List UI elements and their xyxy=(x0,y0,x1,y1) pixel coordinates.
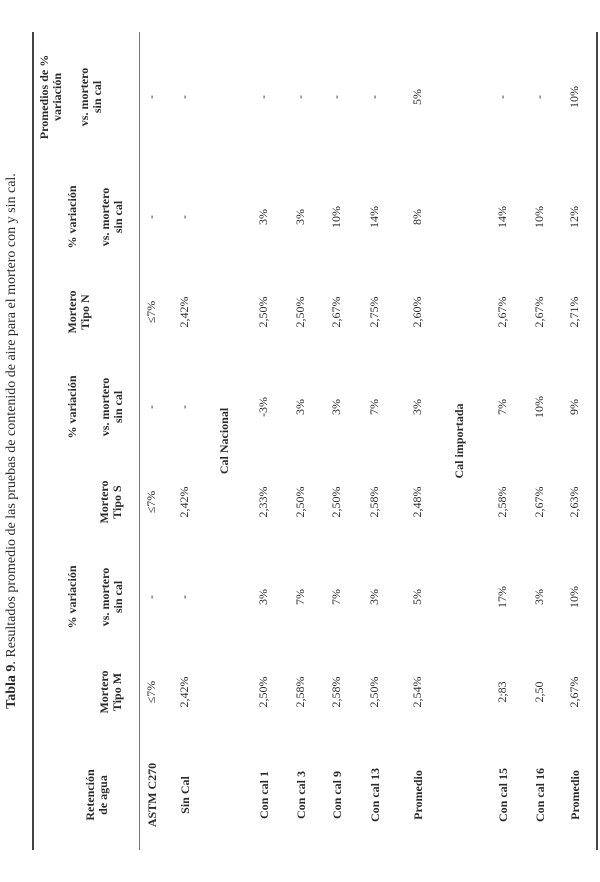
header-variacion-m xyxy=(66,552,125,642)
table-cell: 14% xyxy=(495,206,509,228)
header-line: sin cal xyxy=(111,200,125,234)
header-line: vs. mortero xyxy=(77,67,91,127)
table-cell: 3% xyxy=(367,589,381,605)
table-cell: ≤7% xyxy=(144,300,158,324)
table-cell: 2,58% xyxy=(329,676,343,708)
table-cell: 7% xyxy=(367,399,381,415)
header-mortero-s xyxy=(98,462,124,542)
table-cell: - xyxy=(144,95,158,99)
table-cell: 2,58% xyxy=(293,676,307,708)
table-cell: 3% xyxy=(293,209,307,225)
table-cell: ≤7% xyxy=(144,680,158,704)
table-cell: 2,67% xyxy=(329,296,343,328)
table-cell: - xyxy=(495,95,509,99)
table-cell: 5% xyxy=(410,589,424,605)
table-cell: 2,67% xyxy=(532,296,546,328)
table-cell: 8% xyxy=(410,209,424,225)
table-cell: 10% xyxy=(567,86,581,108)
table-cell: 2,60% xyxy=(410,296,424,328)
table-cell: ≤7% xyxy=(144,490,158,514)
header-line: sin cal xyxy=(111,390,125,424)
caption-text: . Resultados promedio de las pruebas de contenido de aire para el mortero con y sin cal. xyxy=(4,173,19,665)
table-cell: - xyxy=(532,95,546,99)
header-promedios xyxy=(38,42,104,152)
row-label: Promedio xyxy=(568,770,582,820)
table-cell: - xyxy=(144,595,158,599)
table-cell: 2,42% xyxy=(177,486,191,518)
table-cell: 7% xyxy=(329,589,343,605)
header-line: Mortero xyxy=(65,290,79,334)
header-line: sin cal xyxy=(90,80,104,114)
header-variacion-n xyxy=(66,172,125,262)
table-cell: 7% xyxy=(495,399,509,415)
table-caption xyxy=(4,0,20,882)
table-cell: - xyxy=(177,595,191,599)
row-label: ASTM C270 xyxy=(145,762,159,828)
header-variacion-s xyxy=(66,362,125,452)
table-cell: 10% xyxy=(329,206,343,228)
table-cell: 3% xyxy=(532,589,546,605)
caption-label: Tabla 9 xyxy=(4,664,19,709)
section-cal-nacional: Cal Nacional xyxy=(217,407,231,475)
table-cell: - xyxy=(256,95,270,99)
header-rule xyxy=(139,32,140,850)
table-cell: 2,33% xyxy=(256,486,270,518)
row-label: Con cal 15 xyxy=(496,768,510,822)
table-cell: 2,50% xyxy=(256,296,270,328)
table-cell: 3% xyxy=(329,399,343,415)
table-cell: - xyxy=(177,405,191,409)
table-cell: 10% xyxy=(532,206,546,228)
table-cell: - xyxy=(293,95,307,99)
row-label: Con cal 13 xyxy=(368,768,382,822)
row-label: Promedio xyxy=(411,770,425,820)
table-cell: 2,58% xyxy=(495,486,509,518)
table-cell: - xyxy=(367,95,381,99)
table-cell: 3% xyxy=(256,589,270,605)
table-cell: 10% xyxy=(532,396,546,418)
header-line: Tipo S xyxy=(110,485,124,519)
header-mortero-m xyxy=(98,652,124,732)
table-cell: 2,50% xyxy=(293,296,307,328)
header-line: Promedios de % xyxy=(37,54,51,140)
section-cal-importada: Cal importada xyxy=(452,403,466,479)
header-line: Retención xyxy=(83,769,97,821)
table-cell: 2,50% xyxy=(293,486,307,518)
table-cell: 10% xyxy=(567,586,581,608)
table-cell: 2,50% xyxy=(256,676,270,708)
table-cell: 3% xyxy=(410,399,424,415)
header-line: sin cal xyxy=(111,580,125,614)
header-retencion xyxy=(84,740,110,850)
header-line: % variación xyxy=(65,185,79,249)
table-cell: 2,50% xyxy=(329,486,343,518)
header-line: % variación xyxy=(65,565,79,629)
table-cell: -3% xyxy=(256,397,270,417)
header-line: Tipo M xyxy=(110,672,124,712)
table-cell: 14% xyxy=(367,206,381,228)
table-cell: 7% xyxy=(293,589,307,605)
bottom-rule xyxy=(596,32,598,850)
table-cell: 2,42% xyxy=(177,296,191,328)
table-cell: 3% xyxy=(256,209,270,225)
table-cell: - xyxy=(144,405,158,409)
table-cell: 2,67% xyxy=(495,296,509,328)
table-cell: 12% xyxy=(567,206,581,228)
table-cell: 2,58% xyxy=(367,486,381,518)
header-line: % variación xyxy=(65,375,79,439)
table-cell: - xyxy=(177,215,191,219)
table-cell: 2;83 xyxy=(495,681,509,703)
table-cell: 5% xyxy=(410,89,424,105)
row-label: Con cal 9 xyxy=(330,771,344,819)
header-line: Tipo N xyxy=(78,294,92,330)
table-cell: 2,71% xyxy=(567,296,581,328)
header-mortero-n xyxy=(66,272,92,352)
top-rule xyxy=(32,32,34,850)
header-line: vs. mortero xyxy=(98,187,112,247)
header-line: vs. mortero xyxy=(98,377,112,437)
table-cell: 2,75% xyxy=(367,296,381,328)
header-line: Mortero xyxy=(97,480,111,524)
row-label: Con cal 1 xyxy=(257,771,271,819)
table-cell: 2,63% xyxy=(567,486,581,518)
table-cell: - xyxy=(144,215,158,219)
table-cell: 2,67% xyxy=(567,676,581,708)
header-line: Mortero xyxy=(97,670,111,714)
header-line: de agua xyxy=(96,775,110,815)
table-cell: 2,50 xyxy=(532,681,546,703)
row-label: Sin Cal xyxy=(178,776,192,814)
row-label: Con cal 16 xyxy=(533,768,547,822)
table-cell: 2,54% xyxy=(410,676,424,708)
table-cell: 17% xyxy=(495,586,509,608)
table-cell: 2,42% xyxy=(177,676,191,708)
table-cell: - xyxy=(329,95,343,99)
table-cell: 2,50% xyxy=(367,676,381,708)
table-cell: 9% xyxy=(567,399,581,415)
table-cell: 2,48% xyxy=(410,486,424,518)
header-line: variación xyxy=(50,73,64,121)
table-cell: - xyxy=(177,95,191,99)
table-cell: 2,67% xyxy=(532,486,546,518)
table-cell: 3% xyxy=(293,399,307,415)
row-label: Con cal 3 xyxy=(294,771,308,819)
header-line: vs. mortero xyxy=(98,567,112,627)
